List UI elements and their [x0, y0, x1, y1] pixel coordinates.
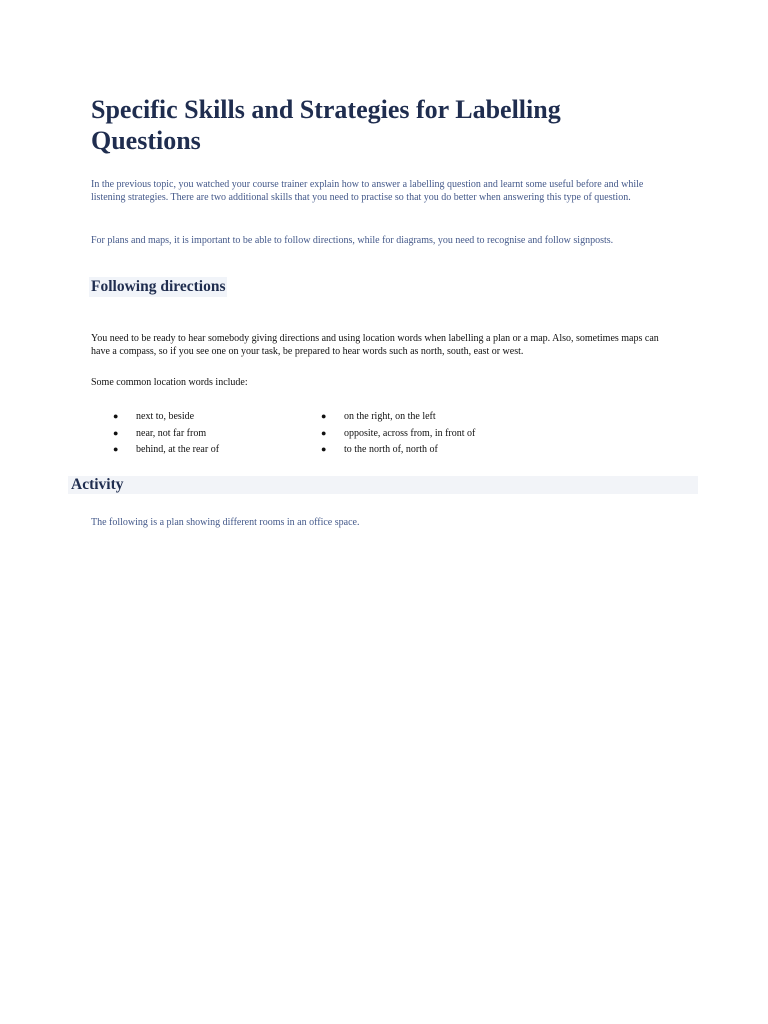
list-item: ● to the north of, north of	[321, 441, 475, 458]
bullet-icon: ●	[321, 444, 327, 454]
activity-text: The following is a plan showing different rooms in an office space.	[91, 517, 360, 528]
list-item: ● behind, at the rear of	[113, 441, 219, 458]
bullet-icon: ●	[113, 444, 119, 454]
location-words-list-right	[321, 408, 475, 458]
location-words-intro: Some common location words include:	[91, 377, 248, 388]
intro-paragraph: In the previous topic, you watched your course trainer explain how to answer a labelling question and learnt some useful before and while listening strategies. There are two additional skills that you need to practise so that you do better when answering this type of question.	[91, 179, 644, 203]
section-heading-activity: Activity	[71, 476, 124, 493]
page-title: Specific Skills and Strategies for Labelling Questions	[91, 95, 561, 155]
list-item: ● on the right, on the left	[321, 408, 475, 425]
list-item: ● near, not far from	[113, 425, 219, 442]
list-item: ● next to, beside	[113, 408, 219, 425]
list-item: ● opposite, across from, in front of	[321, 425, 475, 442]
plans-maps-paragraph: For plans and maps, it is important to be able to follow directions, while for diagrams, you need to recognise and follow signposts.	[91, 235, 614, 246]
section-heading-following-directions: Following directions	[91, 278, 226, 295]
bullet-icon: ●	[113, 411, 119, 421]
bullet-icon: ●	[321, 411, 327, 421]
bullet-icon: ●	[113, 427, 119, 438]
bullet-icon: ●	[321, 427, 327, 438]
activity-heading-bar	[68, 476, 698, 494]
location-words-list-left	[113, 408, 219, 458]
directions-paragraph: You need to be ready to hear somebody giving directions and using location words when labelling a plan or a map. Also, sometimes maps can have a compass, so if you see one on your task, be prepared to hear words such as north, south, east or west.	[91, 333, 659, 357]
